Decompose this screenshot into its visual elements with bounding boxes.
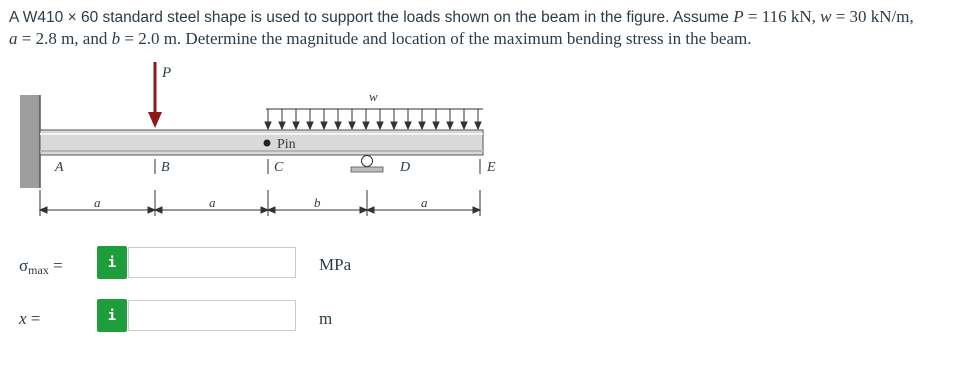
info-icon: i	[107, 254, 117, 271]
problem-line-2	[9, 28, 944, 50]
dim-b-label: b	[314, 195, 321, 210]
value-w: = 30 kN/m,	[831, 7, 914, 26]
var-b: b	[111, 29, 121, 48]
sigma-max-input[interactable]	[128, 247, 296, 278]
x-input[interactable]	[128, 300, 296, 331]
sigma-max-label	[19, 256, 63, 278]
var-a: a	[9, 29, 18, 48]
dim-a1-label: a	[94, 195, 101, 210]
roller-support-icon	[362, 156, 373, 167]
beam-figure	[0, 55, 953, 225]
x-info-button[interactable]	[97, 299, 127, 332]
fixed-wall	[20, 95, 40, 188]
x-equals: =	[30, 309, 41, 328]
dim-a3-label: a	[421, 195, 428, 210]
value-P: = 116 kN,	[743, 7, 821, 26]
var-w: w	[820, 7, 832, 26]
value-a: = 2.8 m, and	[17, 29, 112, 48]
sigma-unit: MPa	[319, 255, 352, 274]
sigma-equals: =	[53, 256, 63, 275]
x-unit: m	[319, 309, 333, 328]
x-symbol: x	[19, 309, 27, 328]
dim-a2-label: a	[209, 195, 216, 210]
problem-statement	[9, 6, 944, 50]
point-B-label: B	[161, 160, 170, 175]
problem-text: A W410 × 60 standard steel shape is used to support the loads shown on the beam in the figure. Assume	[9, 9, 734, 26]
dimension-lines	[40, 190, 480, 216]
roller-base	[351, 167, 383, 172]
sigma-info-button[interactable]	[97, 246, 127, 279]
info-icon: i	[107, 307, 117, 324]
load-P-arrowhead	[148, 112, 162, 128]
problem-line-1	[9, 6, 944, 28]
load-w-arrows	[265, 109, 481, 129]
value-b: = 2.0 m. Determine the magnitude and location of the maximum bending stress in the beam.	[120, 29, 752, 48]
load-P-label: P	[162, 65, 172, 81]
pin-icon	[264, 140, 271, 147]
point-E-label: E	[487, 160, 496, 175]
point-C-label: C	[274, 160, 284, 175]
point-A-label: A	[55, 160, 64, 175]
x-label	[19, 309, 40, 329]
load-w-label: w	[369, 89, 378, 104]
var-P: P	[733, 7, 744, 26]
sigma-subscript: max	[28, 263, 49, 277]
sigma-symbol: σ	[19, 256, 29, 275]
point-D-label: D	[400, 160, 411, 175]
pin-label: Pin	[277, 137, 296, 152]
